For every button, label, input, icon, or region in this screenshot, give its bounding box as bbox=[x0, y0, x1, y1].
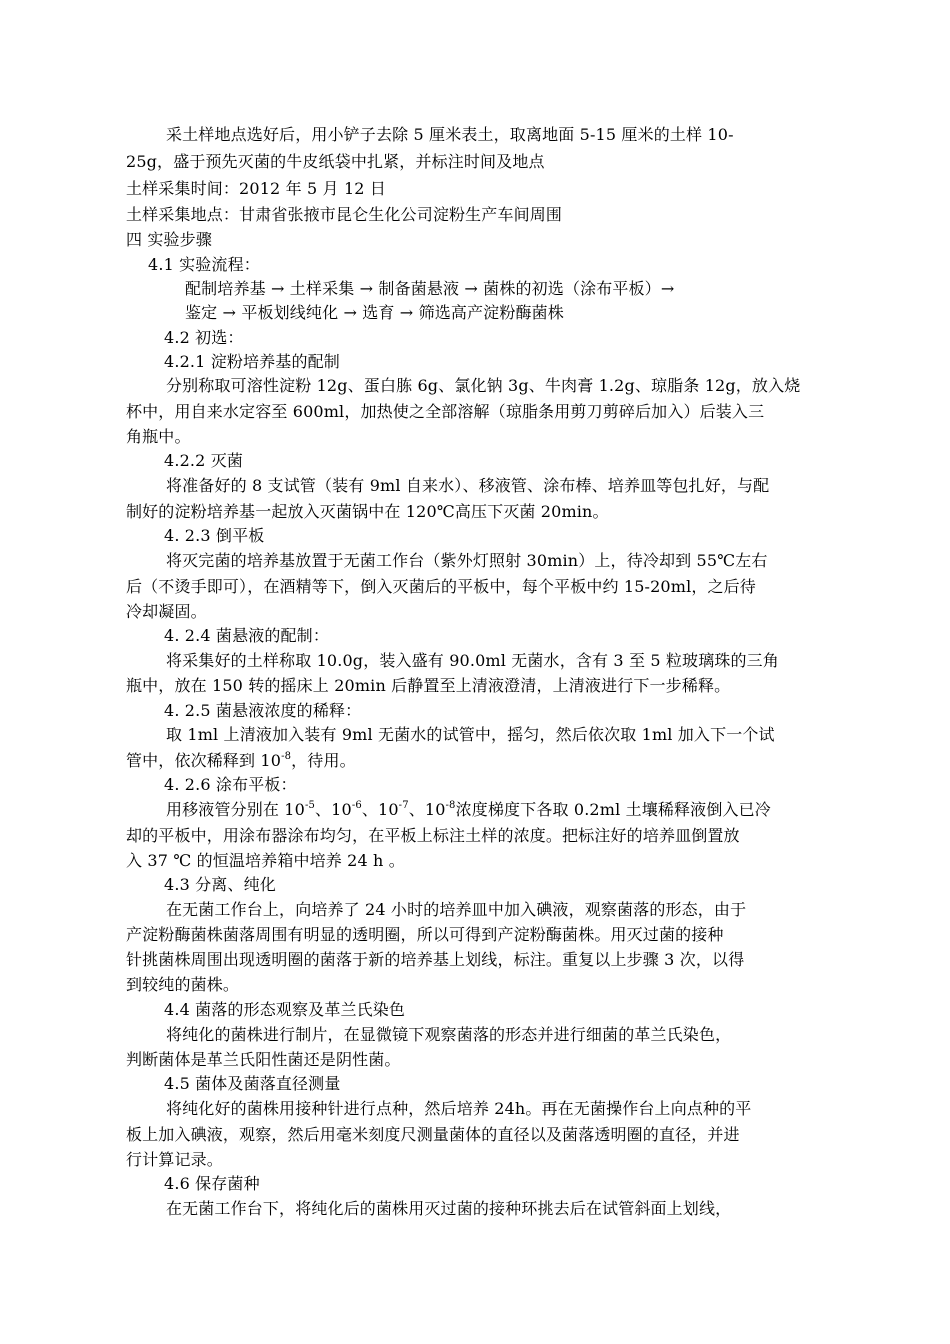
text-run: 浓度梯度下各取 0.2ml 土壤稀释液倒入已冷 bbox=[455, 800, 771, 819]
paragraph-line: 却的平板中，用涂布器涂布均匀，在平板上标注土样的浓度。把标注好的培养皿倒置放 bbox=[126, 826, 740, 845]
paragraph-line: 入 37 ℃ 的恒温培养箱中培养 24 h 。 bbox=[126, 851, 405, 870]
paragraph-line bbox=[166, 798, 771, 822]
subsection-title: 4.1 实验流程： bbox=[148, 255, 260, 274]
paragraph-line: 后（不烫手即可），在酒精等下，倒入灭菌后的平板中，每个平板中约 15-20ml，之后待 bbox=[126, 577, 756, 596]
paragraph-line: 杯中，用自来水定容至 600ml，加热使之全部溶解（琼脂条用剪刀剪碎后加入）后装入三 bbox=[126, 402, 765, 421]
paragraph-line: 将纯化的菌株进行制片，在显微镜下观察菌落的形态并进行细菌的革兰氏染色， bbox=[166, 1025, 732, 1044]
paragraph-line: 产淀粉酶菌株菌落周围有明显的透明圈，所以可得到产淀粉酶菌株。用灭过菌的接种 bbox=[126, 925, 724, 944]
sample-time: 土样采集时间：2012 年 5 月 12 日 bbox=[126, 179, 386, 198]
subsection-title: 4.6 保存菌种 bbox=[164, 1174, 260, 1193]
flow-line: 鉴定 → 平板划线纯化 → 选育 → 筛选高产淀粉酶菌株 bbox=[185, 303, 564, 322]
paragraph-line: 到较纯的菌株。 bbox=[126, 975, 240, 994]
subsection-title: 4.3 分离、纯化 bbox=[164, 875, 276, 894]
paragraph-line: 将纯化好的菌株用接种针进行点种，然后培养 24h。再在无菌操作台上向点种的平 bbox=[166, 1099, 752, 1118]
section-heading: 四 实验步骤 bbox=[126, 230, 212, 249]
text-run: 用移液管分别在 10 bbox=[166, 800, 305, 819]
exponent: -8 bbox=[445, 799, 456, 811]
paragraph-line: 冷却凝固。 bbox=[126, 602, 207, 621]
text-run: 管中，依次稀释到 10 bbox=[126, 751, 282, 770]
text-run: 、10 bbox=[361, 800, 399, 819]
paragraph-line: 分别称取可溶性淀粉 12g、蛋白胨 6g、氯化钠 3g、牛肉膏 1.2g、琼脂条 12g，放入烧 bbox=[166, 376, 801, 395]
exponent: -8 bbox=[281, 750, 292, 762]
exponent: -5 bbox=[304, 799, 315, 811]
subsection-title: 4.4 菌落的形态观察及革兰氏染色 bbox=[164, 1000, 406, 1019]
subsection-title: 4. 2.4 菌悬液的配制： bbox=[164, 626, 329, 645]
subsection-title: 4.5 菌体及菌落直径测量 bbox=[164, 1074, 341, 1093]
paragraph-line bbox=[126, 749, 356, 773]
paragraph-line: 在无菌工作台下，将纯化后的菌株用灭过菌的接种环挑去后在试管斜面上划线， bbox=[166, 1199, 732, 1218]
exponent: -7 bbox=[398, 799, 409, 811]
exponent: -6 bbox=[351, 799, 362, 811]
paragraph-line: 将准备好的 8 支试管（装有 9ml 自来水）、移液管、涂布棒、培养皿等包扎好，与配 bbox=[166, 476, 770, 495]
paragraph-line: 取 1ml 上清液加入装有 9ml 无菌水的试管中，摇匀，然后依次取 1ml 加入下一个试 bbox=[166, 725, 775, 744]
paragraph-line: 在无菌工作台上，向培养了 24 小时的培养皿中加入碘液，观察菌落的形态，由于 bbox=[166, 900, 747, 919]
paragraph-line: 将采集好的土样称取 10.0g，装入盛有 90.0ml 无菌水，含有 3 至 5 粒玻璃珠的三角 bbox=[166, 651, 779, 670]
subsection-title: 4.2 初选： bbox=[164, 328, 244, 347]
subsection-title: 4.2.1 淀粉培养基的配制 bbox=[164, 352, 340, 371]
flow-line: 配制培养基 → 土样采集 → 制备菌悬液 → 菌株的初选（涂布平板）→ bbox=[185, 279, 675, 298]
text-run: 、10 bbox=[408, 800, 446, 819]
subsection-title: 4. 2.5 菌悬液浓度的稀释： bbox=[164, 701, 362, 720]
paragraph-line: 25g，盛于预先灭菌的牛皮纸袋中扎紧，并标注时间及地点 bbox=[126, 152, 545, 171]
text-run: ，待用。 bbox=[291, 751, 356, 770]
subsection-title: 4.2.2 灭菌 bbox=[164, 451, 243, 470]
paragraph-line: 采土样地点选好后，用小铲子去除 5 厘米表土，取离地面 5-15 厘米的土样 10- bbox=[166, 125, 734, 144]
paragraph-line: 判断菌体是革兰氏阳性菌还是阴性菌。 bbox=[126, 1050, 401, 1069]
paragraph-line: 将灭完菌的培养基放置于无菌工作台（紫外灯照射 30min）上，待冷却到 55℃左右 bbox=[166, 551, 768, 570]
subsection-title: 4. 2.6 涂布平板： bbox=[164, 775, 297, 794]
paragraph-line: 行计算记录。 bbox=[126, 1150, 223, 1169]
text-run: 、10 bbox=[315, 800, 352, 819]
subsection-title: 4. 2.3 倒平板 bbox=[164, 526, 265, 545]
paragraph-line: 角瓶中。 bbox=[126, 427, 191, 446]
paragraph-line: 瓶中，放在 150 转的摇床上 20min 后静置至上清液澄清，上清液进行下一步稀释。 bbox=[126, 676, 731, 695]
paragraph-line: 制好的淀粉培养基一起放入灭菌锅中在 120℃高压下灭菌 20min。 bbox=[126, 502, 609, 521]
paragraph-line: 板上加入碘液，观察，然后用毫米刻度尺测量菌体的直径以及菌落透明圈的直径，并进 bbox=[126, 1125, 740, 1144]
sample-place: 土样采集地点：甘肃省张掖市昆仑生化公司淀粉生产车间周围 bbox=[126, 205, 563, 224]
paragraph-line: 针挑菌株周围出现透明圈的菌落于新的培养基上划线，标注。重复以上步骤 3 次，以得 bbox=[126, 950, 745, 969]
